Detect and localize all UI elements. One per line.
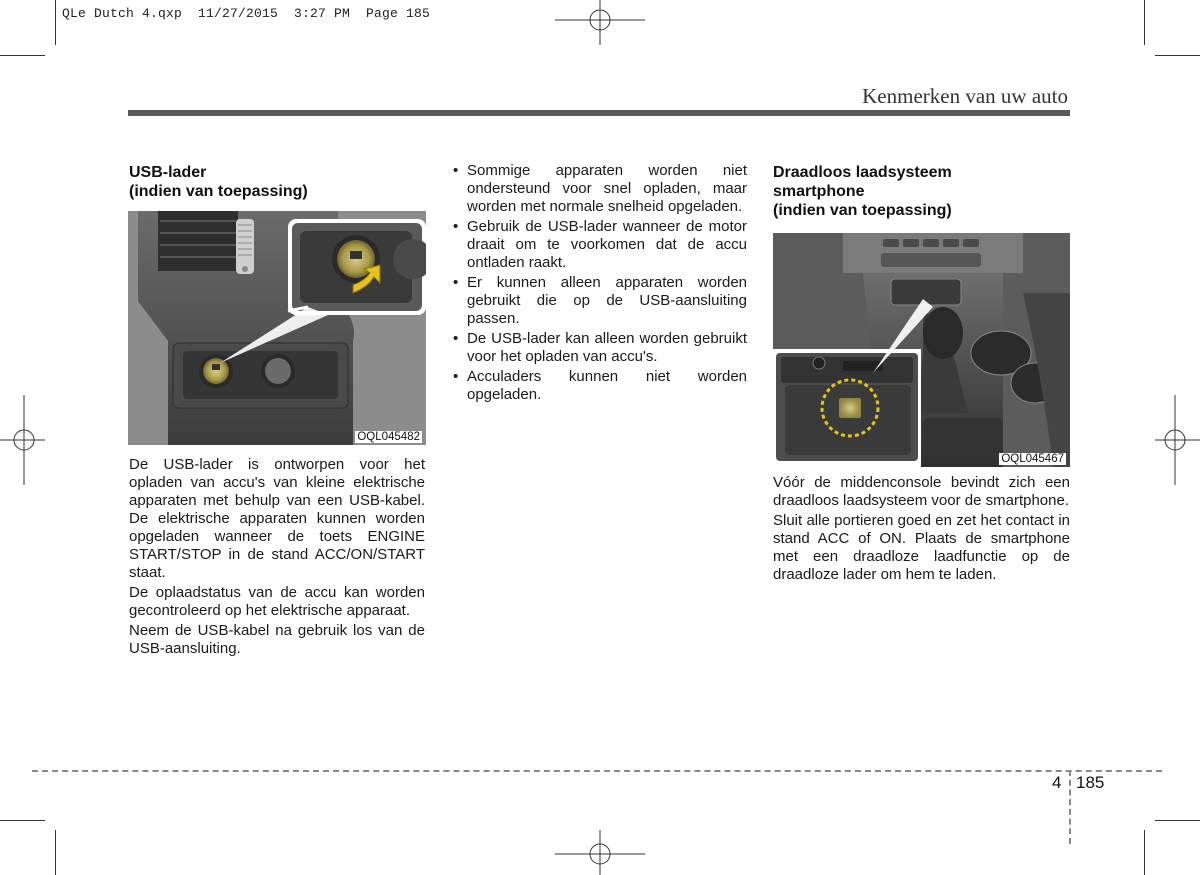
- paragraph: Neem de USB-kabel na gebruik los van de USB-aansluiting.: [129, 622, 425, 657]
- registration-mark: [555, 830, 645, 875]
- crop-mark: [1144, 830, 1145, 875]
- header-rule: [128, 110, 1070, 116]
- paragraph: De oplaadstatus van de accu kan worden gecontroleerd op het elektrische apparaat.: [129, 584, 425, 619]
- usb-charger-body: [129, 456, 425, 660]
- chapter-number: 4: [1052, 773, 1062, 792]
- heading-line: smartphone: [773, 183, 865, 200]
- bullet-item: • De USB-lader kan alleen worden gebruikt voor het opladen van accu's.: [452, 330, 747, 366]
- bullet-item: • Gebruik de USB-lader wanneer de motor draait om te voorkomen dat de accu ontladen raakt.: [452, 218, 747, 272]
- heading-line: USB-lader: [129, 164, 207, 181]
- registration-mark: [555, 0, 645, 45]
- figure-code: OQL045467: [1001, 453, 1064, 465]
- figure-code: OQL045482: [357, 431, 420, 443]
- paragraph: Vóór de middenconsole bevindt zich een draadloos laadsysteem voor de smartphone.: [773, 474, 1070, 509]
- bullet-item: • Acculaders kunnen niet worden opgeladen.: [452, 368, 747, 404]
- crop-mark: [0, 820, 45, 821]
- crop-mark: [1155, 820, 1200, 821]
- crop-mark: [55, 0, 56, 45]
- crop-mark: [55, 830, 56, 875]
- registration-mark: [1155, 395, 1200, 485]
- usb-charger-illustration: [128, 211, 426, 445]
- crop-mark: [1144, 0, 1145, 45]
- heading-line: (indien van toepassing): [129, 183, 308, 200]
- page-number: 185: [1076, 773, 1105, 792]
- wireless-charging-body: [773, 474, 1070, 586]
- footer-vertical-rule: [1069, 770, 1071, 844]
- footer-dashed-rule: [32, 770, 1162, 772]
- crop-mark: [1155, 55, 1200, 56]
- registration-mark: [0, 395, 45, 485]
- bullet-item: • Er kunnen alleen apparaten worden gebruikt die op de USB-aansluiting passen.: [452, 274, 747, 328]
- crop-mark: [0, 55, 45, 56]
- wireless-charging-illustration: [773, 233, 1070, 467]
- bullet-list: [452, 162, 747, 404]
- paragraph: Sluit alle portieren goed en zet het contact in stand ACC of ON. Plaats de smartphone met een draadloze laadfunctie op de draadloze lader om hem te laden.: [773, 512, 1070, 583]
- paragraph: De USB-lader is ontworpen voor het opladen van accu's van kleine elektrische apparaten met behulp van een USB-kabel. De elektrische apparaten kunnen worden opgeladen wanneer de toets ENGINE START/STOP in de stand ACC/ON/START staat.: [129, 456, 425, 581]
- print-slug: QLe Dutch 4.qxp 11/27/2015 3:27 PM Page 185: [62, 6, 431, 21]
- usb-charger-heading: [129, 163, 429, 201]
- usb-notes: [452, 162, 747, 406]
- wireless-charging-heading: [773, 163, 1073, 220]
- bullet-item: • Sommige apparaten worden niet ondersteund voor snel opladen, maar worden met normale snelheid opgeladen.: [452, 162, 747, 216]
- wireless-charging-figure: [773, 233, 1070, 467]
- section-title: Kenmerken van uw auto: [862, 84, 1068, 108]
- heading-line: (indien van toepassing): [773, 202, 952, 219]
- heading-line: Draadloos laadsysteem: [773, 164, 952, 181]
- usb-charger-figure: [128, 211, 426, 445]
